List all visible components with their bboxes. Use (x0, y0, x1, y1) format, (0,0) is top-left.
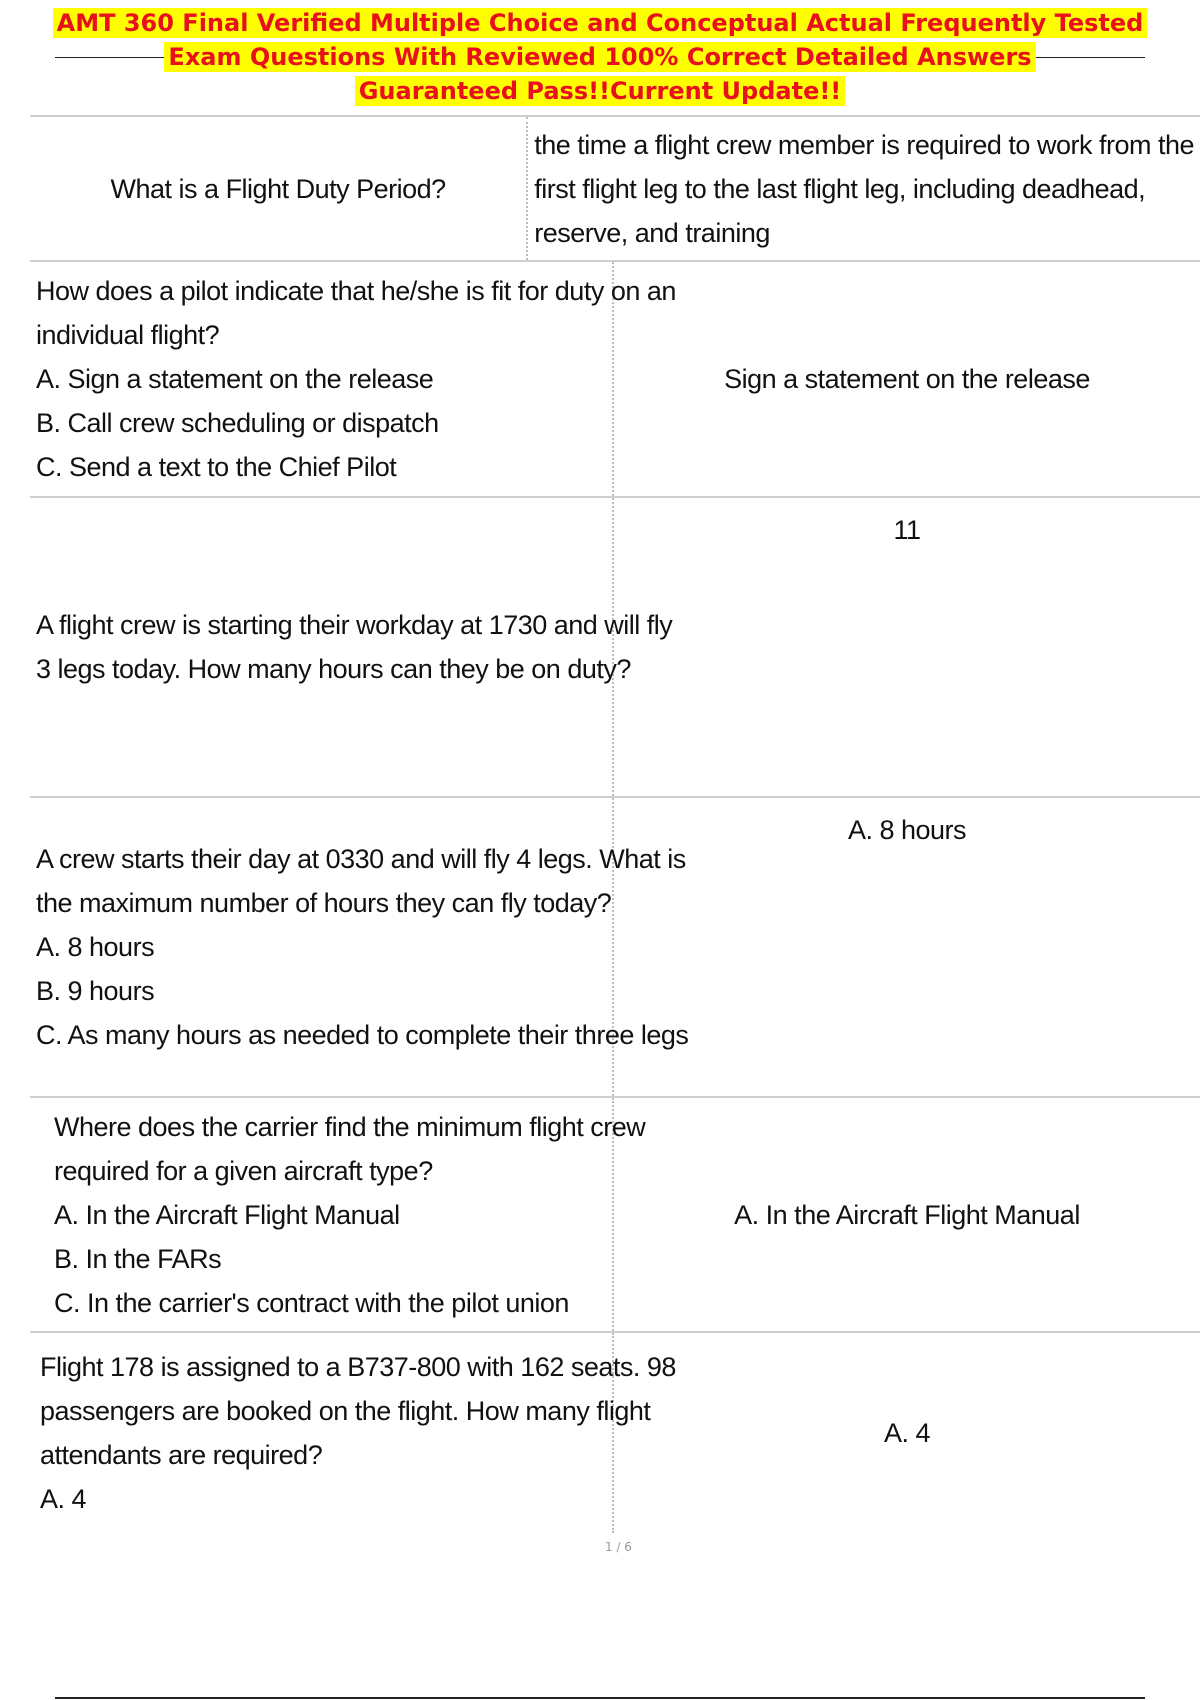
question-text: Flight 178 is assigned to a B737-800 with 162 seats. 98 (40, 1352, 676, 1382)
question-text: Where does the carrier find the minimum flight crew (54, 1111, 646, 1142)
document-header (0, 6, 1200, 108)
question-option: A. 8 hours (36, 932, 155, 962)
answer-cell (614, 498, 1200, 796)
question-text: attendants are required? (40, 1440, 323, 1470)
question-option: C. As many hours as needed to complete their three legs (36, 1020, 689, 1050)
answer-cell (614, 262, 1200, 496)
question-text: required for a given aircraft type? (54, 1155, 433, 1186)
question-text: the maximum number of hours they can fly today? (36, 888, 612, 918)
qa-row (30, 1098, 1200, 1333)
footer-rule (55, 1697, 1145, 1699)
answer-cell (614, 1333, 1200, 1533)
header-title-line-3: Guaranteed Pass!!Current Update!! (355, 76, 846, 106)
question-text: How does a pilot indicate that he/she is fit for duty on an (36, 276, 676, 306)
question-option: B. 9 hours (36, 976, 155, 1006)
qa-row (30, 498, 1200, 798)
question-text: What is a Flight Duty Period? (110, 173, 446, 204)
answer-text: 11 (893, 515, 921, 545)
question-option: A. In the Aircraft Flight Manual (54, 1199, 400, 1230)
header-title-line-1: AMT 360 Final Verified Multiple Choice and Conceptual Actual Frequently Tested (53, 8, 1148, 38)
question-text: A crew starts their day at 0330 and will fly 4 legs. What is (36, 844, 686, 874)
answer-text: the time a flight crew member is required to work from the (534, 129, 1194, 160)
qa-row (30, 262, 1200, 498)
answer-cell (528, 117, 1200, 260)
header-line-1 (0, 6, 1200, 40)
question-option: A. 4 (40, 1484, 87, 1514)
question-text: A flight crew is starting their workday at 1730 and will fly (36, 610, 673, 640)
qa-row (30, 798, 1200, 1098)
header-title-line-2: Exam Questions With Reviewed 100% Correct Detailed Answers (164, 42, 1035, 72)
answer-cell (614, 798, 1200, 1096)
answer-text: Sign a statement on the release (724, 364, 1090, 394)
question-option: C. Send a text to the Chief Pilot (36, 452, 397, 482)
answer-text: A. 8 hours (847, 815, 967, 845)
qa-row (30, 1333, 1200, 1533)
question-cell (30, 117, 528, 260)
qa-row (30, 117, 1200, 262)
question-cell (30, 1098, 646, 1331)
answer-text: A. 4 (883, 1418, 931, 1448)
question-option: A. Sign a statement on the release (36, 364, 434, 394)
question-cell (30, 262, 676, 496)
header-line-2 (0, 40, 1200, 74)
page-number: 1 / 6 (605, 1540, 632, 1554)
question-option: B. In the FARs (54, 1243, 222, 1274)
answer-cell (614, 1098, 1200, 1331)
question-text: passengers are booked on the flight. How many flight (40, 1396, 651, 1426)
question-cell (30, 1333, 676, 1533)
question-text: 3 legs today. How many hours can they be on duty? (36, 654, 631, 684)
qa-table (30, 115, 1200, 1533)
answer-text: first flight leg to the last flight leg, including deadhead, (534, 173, 1146, 204)
answer-text: reserve, and training (534, 217, 770, 248)
question-option: B. Call crew scheduling or dispatch (36, 408, 439, 438)
question-text: individual flight? (36, 320, 220, 350)
question-cell (30, 798, 689, 1096)
question-cell (30, 498, 673, 796)
answer-text: A. In the Aircraft Flight Manual (734, 1199, 1080, 1230)
question-option: C. In the carrier's contract with the pilot union (54, 1287, 569, 1318)
header-line-3 (0, 74, 1200, 108)
